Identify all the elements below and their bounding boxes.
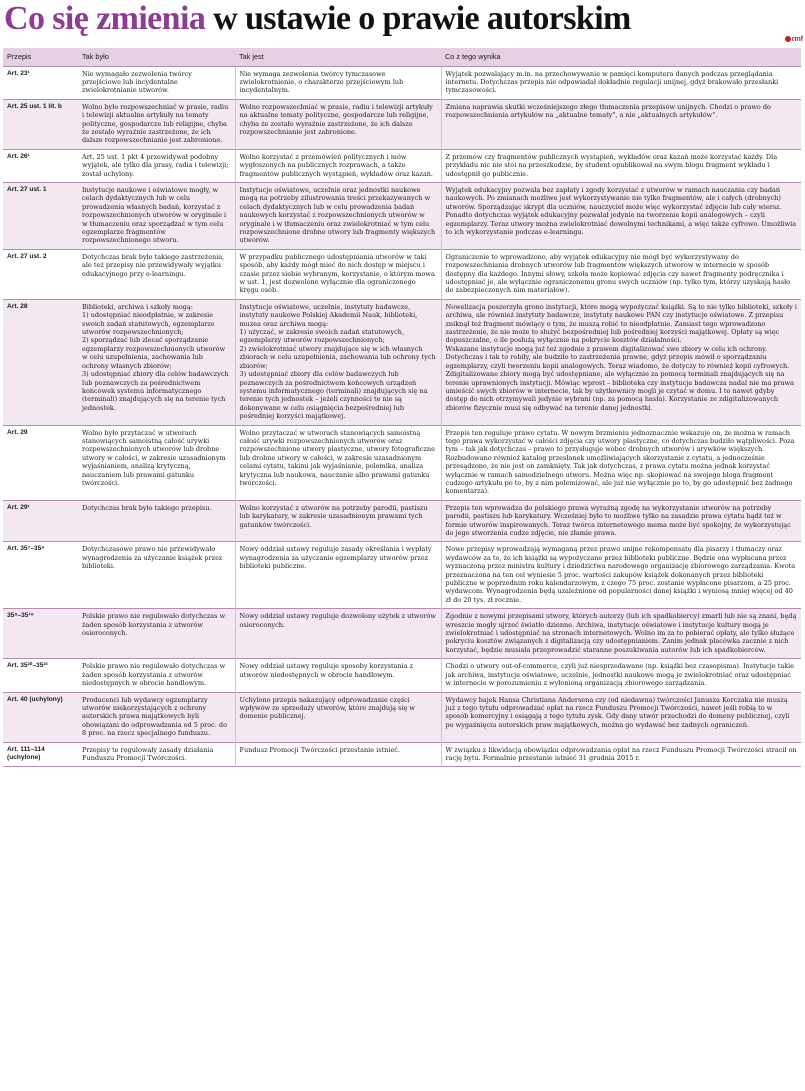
cell-tak-jest: [235, 542, 441, 609]
cell-co-wynika-text: Wydawcy bajek Hansa Christiana Andersena czy (od niedawna) twórczości Janusza Korczaka nie muszą już z tego tytułu odprowadzać opłat na rzecz Funduszu Promocji Twórczości, nawet jeśli robią to w sposób komercyjny i osiągają z tego tytułu zysk. Gdy dany utwór przechodzi do domeny publicznej, czyli po wygaśnięciu autorskich praw majątkowych, można go wydawać bez żadnych ograniczeń.: [445, 695, 790, 729]
title-bar: [4, 0, 801, 40]
page-title: [4, 0, 801, 38]
cell-tak-jest-text: Fundusz Promocji Twórczości przestanie istnieć.: [239, 745, 401, 754]
table-row: [3, 149, 801, 182]
cell-co-wynika: [441, 692, 801, 742]
cell-tak-jest-text: Wolno korzystać z utworów na potrzeby parodii, pastiszu lub karykatury, w zakresie uzasadnionym prawami tych gatunków twórczości.: [239, 503, 428, 529]
cell-co-wynika-text: Wyjątek edukacyjny pozwala bez zapłaty i zgody korzystać z utworów w ramach nauczania czy badań naukowych. Po zmianach możliwe jest wykorzystywanie nie tylko fragmentów, ale i całych (drobnych) utworów. Sporządzając skrypt dla uczniów, nauczyciel może więc wykorzystać zdjęcie lub cały wiersz. Ponadto dotychczas wyjątek edukacyjny pozwalał jedynie na tworzenie kopii analogowych – czyli egzemplarzy. Teraz utwory można zwielokrotniać dowolnymi technikami, a więc także cyfrowo. Umożliwia to ich wykorzystanie podczas e-learningu.: [445, 185, 797, 236]
cell-tak-bylo: [78, 182, 235, 249]
cell-przepis: [3, 149, 78, 182]
cell-co-wynika-text: Ograniczenie to wprowadzono, aby wyjątek edukacyjny nie mógł być wykorzystywany do rozpowszechniania drobnych utworów lub fragmentów większych utworów w internecie w sposób dostępny dla każdego. Innymi słowy, szkoła może kopiować zdjęcia czy nawet fragmenty podręcznika i udostępniać je, ale wyłącznie ograniczonemu gronu swych uczniów (np. tylko tym, którzy uzyskają hasło do zabezpieczonych nim materiałów).: [445, 252, 791, 295]
cell-tak-jest-text: Wolno rozpowszechniać w prasie, radiu i telewizji artykuły na aktualne tematy polityczne, gospodarcze lub religijne, chyba że zostało wyraźnie zastrzeżone, że ich dalsze rozpowszechnianie jest zabronione.: [239, 102, 433, 136]
cell-tak-jest: [235, 500, 441, 542]
cell-co-wynika: [441, 500, 801, 542]
table-row: [3, 249, 801, 299]
cell-tak-jest: [235, 692, 441, 742]
cell-tak-bylo-text: Wolno było przytaczać w utworach stanowiących samoistną całość urywki rozpowszechnionych utworów lub drobne utwory w całości, w zakresie uzasadnionym wyjaśnianiem, analizą krytyczną, nauczaniem lub prawami gatunku twórczości.: [82, 428, 226, 487]
cell-przepis-text: Art. 35²⁰–35²³: [7, 662, 48, 670]
cell-przepis: [3, 692, 78, 742]
cell-tak-bylo: [78, 249, 235, 299]
cell-tak-bylo: [78, 542, 235, 609]
cell-tak-jest: [235, 659, 441, 692]
cell-przepis: [3, 742, 78, 767]
cell-tak-bylo: [78, 299, 235, 425]
cell-tak-jest-text: Uchylono przepis nakazujący odprowadzanie części wpływów ze sprzedaży utworów, które znajdują się w domenie publicznej.: [239, 695, 415, 721]
cell-tak-jest-text: Nowy oddział ustawy reguluje dozwolony użytek z utworów osieroconych.: [239, 612, 436, 629]
cell-tak-jest: [235, 99, 441, 149]
cell-tak-jest-text: Instytucje oświatowe, uczelnie oraz jednostki naukowe mogą na potrzeby zilustrowania treści przekazywanych w celach dydaktycznych lub w celu prowadzenia badań naukowych korzystać z rozpowszechnionych utworów w oryginale i w tłumaczeniu oraz zwielokrotniać w tym celu rozpowszechnione drobne utwory lub fragmenty większych utworów.: [239, 185, 436, 245]
cell-co-wynika: [441, 659, 801, 692]
cell-tak-jest: [235, 66, 441, 99]
logo-dot-icon: [785, 36, 791, 42]
cell-przepis-text: Art. 40 (uchylony): [7, 695, 63, 703]
cell-tak-bylo: [78, 66, 235, 99]
cell-co-wynika: [441, 609, 801, 659]
cell-przepis: [3, 249, 78, 299]
cell-przepis: [3, 500, 78, 542]
cell-tak-bylo: [78, 99, 235, 149]
table-row: [3, 500, 801, 542]
cell-tak-bylo: [78, 500, 235, 542]
cell-co-wynika-text: Zgodnie z nowymi przepisami utwory, których autorzy (lub ich spadkobiercy) zmarli lub nie są znani, będą wreszcie mogły ujrzeć światło dzienne. Archiwa, instytucje oświatowe i instytucje kultury mogą je zwielokrotniać i udostępniać na stronach internetowych. Wolno im za to pobierać opłaty, ale tylko służące pokryciu kosztów związanych z digitalizacją czy udostępnianiem. Zanim jednak placówka zacznie z nich korzystać, będzie musiała przeprowadzić staranne poszukiwania autorów lub ich spadkobierców.: [445, 612, 797, 654]
cell-przepis-text: Art. 23¹: [7, 69, 30, 77]
cell-przepis-text: Art. 111–114 (uchylone): [7, 745, 45, 761]
cell-przepis: [3, 659, 78, 692]
cell-przepis: [3, 425, 78, 500]
cell-tak-jest-text: Wolno przytaczać w utworach stanowiących samoistną całość urywki rozpowszechnionych utworów oraz rozpowszechnione utwory plastyczne, utwory fotograficzne lub drobne utwory w całości, w zakresie uzasadnionym celami cytatu, takimi jak wyjaśnianie, polemika, analiza krytyczna lub naukowa, nauczanie albo prawami gatunku twórczości.: [239, 428, 435, 487]
cell-przepis: [3, 299, 78, 425]
cell-tak-bylo: [78, 692, 235, 742]
cell-tak-bylo: [78, 742, 235, 767]
cell-tak-bylo: [78, 425, 235, 500]
cell-przepis-text: Art. 26¹: [7, 152, 30, 160]
cell-tak-jest: [235, 182, 441, 249]
column-header-tak-bylo: Tak było: [78, 48, 235, 66]
cell-tak-bylo: [78, 609, 235, 659]
table-row: [3, 425, 801, 500]
cell-tak-jest: [235, 609, 441, 659]
cell-tak-jest-text: Nowy oddział ustawy reguluje zasady określania i wypłaty wynagrodzenia za użyczanie egzemplarzy utworów przez biblioteki publiczne.: [239, 545, 432, 571]
cell-tak-jest-text: W przypadku publicznego udostępniania utworów w taki sposób, aby każdy mógł mieć do nich dostęp w miejscu i czasie przez siebie wybranym, korzystanie, o którym mowa w ust. 1, jest dozwolone wyłącznie dla ograniczonego kręgu osób.: [239, 252, 435, 295]
cell-przepis-text: Art. 35⁷–35⁸: [7, 545, 45, 553]
table-header-row: [3, 48, 801, 66]
cell-tak-bylo-text: Polskie prawo nie regulowało dotychczas w żaden sposób korzystania z utworów osieroconych.: [82, 612, 226, 638]
cell-tak-bylo-text: Dotychczas brak było takiego przepisu.: [82, 503, 212, 512]
cell-co-wynika-text: Przepis ten wprowadza do polskiego prawa wyraźną zgodę na wykorzystanie utworów na potrzeby parodii, pastiszu lub karykatury. Wcześniej było to możliwe tylko na zasadzie prawa cytatu bądź też w formie utworów inspirowanych. Teraz twórca internetowego mema może być spokojny, że wykorzystując do jego stworzenia cudze zdjęcie, nie złamie prawa.: [445, 503, 791, 537]
cell-co-wynika: [441, 66, 801, 99]
cell-przepis-text: Art. 29: [7, 428, 28, 436]
cell-przepis: [3, 66, 78, 99]
cell-co-wynika: [441, 99, 801, 149]
cell-tak-jest-text: Instytucje oświatowe, uczelnie, instytuty badawcze, instytuty naukowe Polskiej Akademii Nauk, biblioteki, muzea oraz archiwa mogą: 1) użyczać, w zakresie swoich zadań statutowych, egzemplarzy utworów rozpowszechnionych; 2) zwielokrotniać utwory znajdujące się w ich własnych zbiorach w celu uzupełnienia, zachowania lub ochrony tych zbiorów; 3) udostępniać zbiory dla celów badawczych lub poznawczych za pośrednictwem końcowych urządzeń systemu informatycznego (terminali) znajdujących się na terenie tych jednostek – jeżeli czynności te nie są dokonywane w celu osiągnięcia bezpośredniej lub pośredniej korzyści majątkowej.: [239, 302, 436, 421]
cell-przepis: [3, 609, 78, 659]
cell-co-wynika-text: Przepis ten reguluje prawo cytatu. W nowym brzmieniu jednoznacznie wskazuje on, że można w ramach tego prawa wykorzystać w całości zdjęcia czy utwory plastyczne, co dotychczas budziło wątpliwości. Poza tym – tak jak dotychczas – prawo to przysługuje wobec drobnych utworów i urywków większych. Rozbudowano również katalog przesłanek umożliwiających skorzystanie z cytatu, a jednocześnie przesądzono, że nie jest on zamknięty. Tak jak dotychczas, z prawa cytatu można jednak korzystać wyłącznie w ramach samodzielnego utworu. Można więc np. skopiować na swojego bloga fragment cudzego artykułu po to, by z nim polemizować, ale już nie wyłącznie po to, by go udostępnić bez żadnego komentarza).: [445, 428, 795, 496]
cell-tak-bylo-text: Polskie prawo nie regulowało dotychczas w żaden sposób korzystania z utworów niedostępnych w obrocie handlowym.: [82, 662, 226, 688]
cell-przepis-text: Art. 29¹: [7, 503, 30, 511]
changes-table: [3, 48, 801, 767]
cell-co-wynika-text: Wyjątek pozwalający m.in. na przechowywanie w pamięci komputera danych podczas przeglądania internetu. Dotychczas przepis nie odpowiadał dokładnie regulacji unijnej, gdyż brakowało przesłanki tymczasowości.: [445, 69, 779, 95]
logo-text: rmf: [791, 36, 803, 43]
cell-tak-jest-text: Nie wymaga zezwolenia twórcy tymczasowe zwielokrotnienie, o charakterze przejściowym lub incydentalnym.: [239, 69, 404, 95]
column-header-co-wynika: Co z tego wynika: [441, 48, 801, 66]
cell-co-wynika: [441, 542, 801, 609]
page-title-rest: w ustawie o prawie autorskim: [205, 0, 631, 37]
cell-tak-jest: [235, 249, 441, 299]
cell-tak-bylo-text: Dotychczas brak było takiego zastrzeżenia, ale też przepisy nie przewidywały wyjątku edukacyjnego przy e-learningu.: [82, 252, 225, 278]
cell-tak-bylo-text: Nie wymagało zezwolenia twórcy przejściowe lub incydentalne zwielokrotnianie utworów.: [82, 69, 192, 95]
cell-tak-bylo-text: Biblioteki, archiwa i szkoły mogą: 1) udostępniać nieodpłatnie, w zakresie swoich zadań statutowych, egzemplarze utworów rozpowszechnionych; 2) sporządzać lub zlecać sporządzanie egzemplarzy rozpowszechnionych utworów w celu uzupełnienia, zachowania lub ochrony własnych zbiorów; 3) udostępniać zbiory dla celów badawczych lub poznawczych za pośrednictwem końcówek systemu informatycznego (terminali) znajdujących się na terenie tych jednostek.: [82, 302, 229, 412]
cell-co-wynika-text: Nowelizacja poszerzyła grono instytucji, które mogą wypożyczać książki. Są to nie tylko biblioteki, szkoły i archiwa, ale również instytuty badawcze, instytuty naukowe PAN czy instytucje oświatowe. Z przepisu zniknął też fragment mówiący o tym, że muszą robić to nieodpłatnie. Zamiast tego wprowadzono zastrzeżenie, że nie może to służyć bezpośredniej lub pośredniej korzyści majątkowej. Opłaty są więc dopuszczalne, o ile posłużą wyłącznie na pokrycie kosztów działalności. Wskazane instytucje mogą już też zgodnie z prawem digitalizować swe zbiory w celu ich ochrony. Dotychczas i tak to robiły, ale budziło to zastrzeżenia prawne, gdyż przepis mówił o sporządzaniu egzemplarzy, czyli tworzeniu kopii analogowych. Teraz wiadomo, że dotyczy to również kopii cyfrowych. Zdigitalizowane zbiory mogą być udostępniane, ale wyłącznie za pomocą terminali znajdujących się na terenie uprawnionych instytucji. Mówiąc wprost – biblioteka czy instytucja badawcza nadal nie ma prawa umieścić swych zbiorów w internecie, tak by użytkownicy mogli je czytać w domu. I to nawet gdyby dostęp do nich otrzymywali jedynie wybrani (np. za pomocą hasła). Korzystanie ze zdigitalizowanych zbiorów fizycznie musi się odbywać na terenie danej jednostki.: [445, 302, 797, 412]
cell-tak-jest: [235, 742, 441, 767]
cell-przepis: [3, 182, 78, 249]
cell-co-wynika: [441, 425, 801, 500]
cell-tak-bylo: [78, 149, 235, 182]
cell-tak-jest: [235, 299, 441, 425]
cell-co-wynika-text: Nowe przepisy wprowadzają wymaganą przez prawo unijne rekompensatę dla pisarzy i tłumaczy oraz wydawców za to, że ich książki są wypożyczane przez biblioteki publiczne. Będzie ona wypłacana przez wyznaczoną przez ministra kultury i dziedzictwa narodowego organizację zbiorowego zarządzania. Kwota przeznaczona na ten cel wyniesie 5 proc. wartości zakupów książek dokonanych przez biblioteki publiczne w poprzednim roku kalendarzowym, z czego 75 proc. zostanie wypłacone pisarzom, a 25 proc. wydawcom. Wynagrodzenia będą uzależnione od popularności danej książki i wyniosą mniej więcej od 40 zł do 20 tys. zł rocznie.: [445, 545, 796, 604]
cell-co-wynika-text: Zmiana naprawia skutki wcześniejszego złego tłumaczenia przepisów unijnych. Chodzi o prawo do rozpowszechniania artykułów na „aktualne tematy", a nie „aktualnych artykułów".: [445, 102, 771, 120]
cell-tak-bylo-text: Producenci lub wydawcy egzemplarzy utworów niekorzystających z ochrony autorskich prawa majątkowych byli obowiązani do odprowadzania od 5 proc. do 8 proc. na rzecz specjalnego funduszu.: [82, 695, 228, 738]
cell-przepis-text: 35⁹–35¹⁹: [7, 612, 34, 620]
cell-przepis-text: Art. 27 ust. 2: [7, 252, 47, 260]
cell-tak-jest: [235, 149, 441, 182]
cell-przepis-text: Art. 25 ust. 1 lit. b: [7, 102, 62, 110]
table-row: [3, 66, 801, 99]
table-row: [3, 182, 801, 249]
cell-tak-bylo: [78, 659, 235, 692]
cell-tak-jest-text: Nowy oddział ustawy reguluje sposoby korzystania z utworów niedostępnych w obrocie handlowym.: [239, 662, 414, 679]
table-row: [3, 542, 801, 609]
cell-co-wynika: [441, 249, 801, 299]
table-row: [3, 692, 801, 742]
column-header-tak-jest: Tak jest: [235, 48, 441, 66]
cell-tak-jest-text: Wolno korzystać z przemówień politycznych i mów wygłoszonych na publicznych rozprawach, a także fragmentów publicznych wystąpień, wykładów oraz kazań.: [239, 152, 433, 178]
table-row: [3, 659, 801, 692]
cell-tak-bylo-text: Dotychczasowe prawo nie przewidywało wynagrodzenia za użyczanie książek przez biblioteki.: [82, 545, 223, 571]
cell-przepis: [3, 99, 78, 149]
column-header-przepis: Przepis: [3, 48, 78, 66]
cell-co-wynika-text: Z przemów czy fragmentów publicznych wystąpień, wykładów oraz kazań może korzystać każdy. Dla przykładu nic nie stoi na przeszkodzie, by student opublikował na swym blogu fragment wykładu i udostępnił go publicznie.: [445, 152, 778, 178]
cell-przepis-text: Art. 28: [7, 302, 28, 310]
page-title-highlight: Co się zmienia: [4, 0, 206, 37]
cell-co-wynika: [441, 149, 801, 182]
table-row: [3, 299, 801, 425]
cell-co-wynika-text: Chodzi o utwory out-of-commerce, czyli już niesprzedawane (np. książki bez czasopisma). Instytucje takie jak archiwa, instytucje oświatowe, uczelnie, jednostki naukowe mogą je zwielokrotniać oraz udostępniać w internecie w porozumieniu z wyłonioną organizacją zbiorowego zarządzania.: [445, 662, 795, 688]
cell-co-wynika: [441, 182, 801, 249]
cell-tak-bylo-text: Instytucje naukowe i oświatowe mogły, w celach dydaktycznych lub w celu prowadzenia własnych badań, korzystać z rozpowszechnionych utworów w oryginale i w tłumaczeniu oraz sporządzać w tym celu egzemplarze fragmentów rozpowszechnionego utworu.: [82, 185, 227, 245]
cell-przepis-text: Art. 27 ust. 1: [7, 185, 47, 193]
publisher-logo: [785, 36, 803, 43]
cell-tak-bylo-text: Przepisy te regulowały zasady działania Funduszu Promocji Twórczości.: [82, 745, 214, 762]
cell-co-wynika: [441, 742, 801, 767]
cell-tak-bylo-text: Art. 25 ust. 1 pkt 4 przewidywał podobny wyjątek, ale tylko dla prasy, radia i telewizji; został uchylony.: [82, 152, 229, 178]
cell-tak-jest: [235, 425, 441, 500]
cell-co-wynika-text: W związku z likwidacją obowiązku odprowadzania opłat na rzecz Funduszu Promocji Twórczości stracił on rację bytu. Formalnie przestanie istnieć 31 grudnia 2015 r.: [445, 745, 797, 762]
table-row: [3, 609, 801, 659]
cell-przepis: [3, 542, 78, 609]
table-row: [3, 99, 801, 149]
cell-co-wynika: [441, 299, 801, 425]
table-row: [3, 742, 801, 767]
cell-tak-bylo-text: Wolno było rozpowszechniać w prasie, radiu i telewizji aktualne artykuły na tematy polityczne, gospodarcze lub religijne, chyba że zostało wyraźnie zastrzeżone, że ich dalsze rozpowszechnianie jest zabronione.: [82, 102, 229, 145]
